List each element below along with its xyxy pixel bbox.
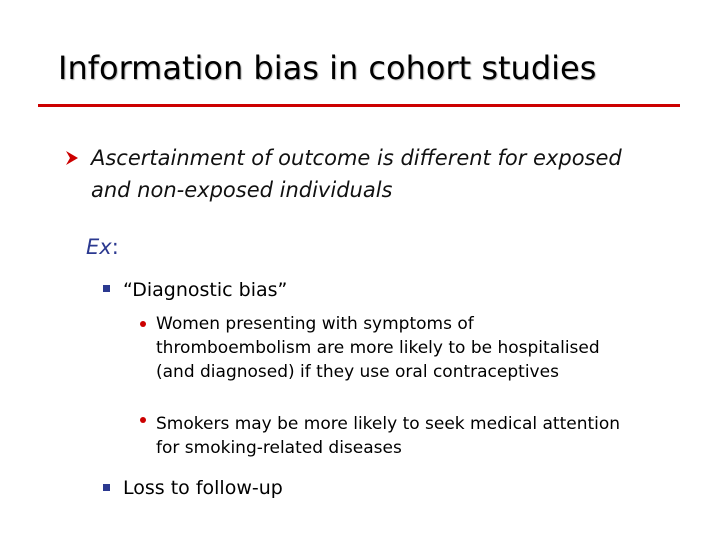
list-item: Smokers may be more likely to seek medical attention for smoking-related diseases [156,414,621,458]
slide-title: Information bias in cohort studies [58,49,597,87]
square-bullet-icon [103,285,110,292]
example-word: Ex [86,235,112,259]
main-bullet [64,142,664,206]
dot-bullet-icon [140,417,146,423]
example-colon: : [111,235,119,259]
dot-bullet-icon [140,321,146,327]
main-bullet-text: Ascertainment of outcome is different for exposed and non-exposed individuals [91,146,622,202]
sub-bullet-diagnostic-bias: “Diagnostic bias” [123,279,288,301]
example-label [86,233,119,261]
list-item: Women presenting with symptoms of thromboembolism are more likely to be hospitalised (and diagnosed) if they use oral contraceptives [156,314,600,382]
title-divider [38,104,680,107]
arrow-bullet-icon [64,142,82,170]
square-bullet-icon [103,484,110,491]
sub-bullet-loss-to-follow-up: Loss to follow-up [123,477,283,499]
